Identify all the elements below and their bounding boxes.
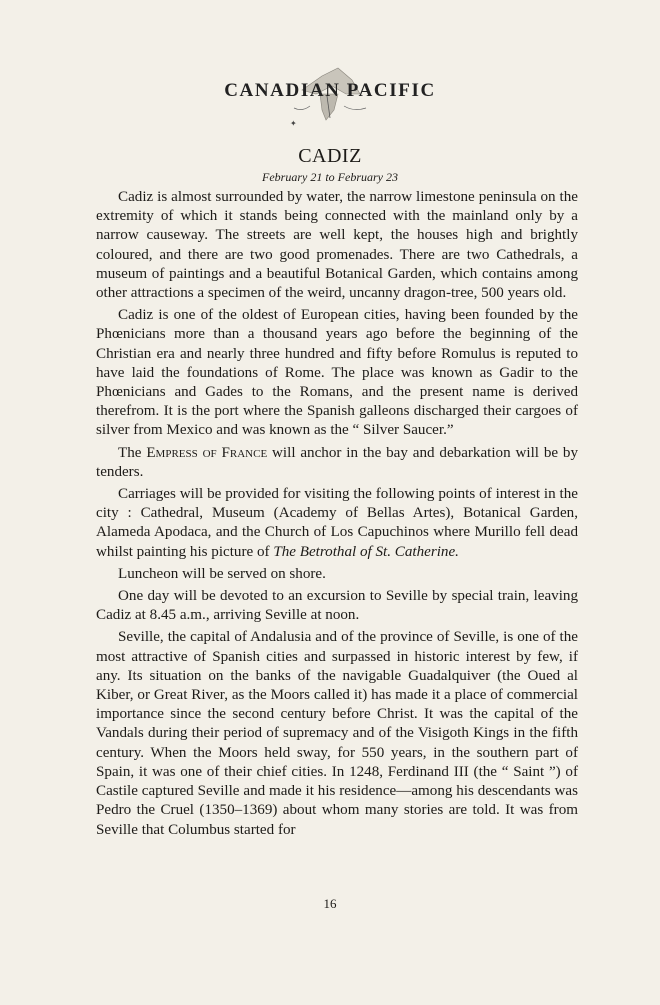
painting-title: The Betrothal of St. Catherine. <box>273 543 459 560</box>
paragraph-empress <box>96 444 578 482</box>
paragraph: One day will be devoted to an excursion to Seville by special train, leaving Cadiz at 8.45 a.m., arriving Seville at noon. <box>96 588 578 624</box>
paragraph: Luncheon will be served on shore. <box>118 565 326 582</box>
canadian-pacific-logo <box>210 60 450 132</box>
paragraph-carriages <box>96 485 578 562</box>
paragraph: Cadiz is one of the oldest of European cities, having been founded by the Phœnicians more than a thousand years ago before the beginning of the Christian era and nearly three hundred and fifty before Romulus is reputed to have laid the foundations of Rome. The place was known as Gadir to the Phœnicians and Gades to the Romans, and the present name is derived therefrom. It is the port where the Spanish galleons discharged their cargoes of silver from Mexico and was known as the “ Silver Saucer.” <box>96 307 578 439</box>
carriages-text: Carriages will be provided for visiting the following points of interest in the city : Cathedral, Museum (Academy of Bellas Artes), Botanical Garden, Alameda Apodaca, and the Church of Los Capuchinos where Murillo fell dead whilst painting his picture of <box>96 486 578 560</box>
page-title: CADIZ <box>298 145 362 167</box>
page-number: 16 <box>323 896 337 911</box>
svg-text:✦: ✦ <box>290 119 297 128</box>
article-body <box>96 188 578 843</box>
paragraph: Seville, the capital of Andalusia and of the province of Seville, is one of the most attractive of Spanish cities and surpassed in historic interest by few, if any. Its situation on the banks of the navigable Guadalquiver (the Oued al Kiber, or Great River, as the Moors called it) has made it a place of commercial importance since the second century before Christ. It was the capital of the Vandals during their period of supremacy and of the Visigoth Kings in the fifth century. When the Moors held sway, for 550 years, in the southern part of Spain, it was one of their chief cities. In 1248, Ferdinand III (the “ Saint ”) of Castile captured Seville and made it his residence—among his descendants was Pedro the Cruel (1350–1369) about whom many stories are told. It was from Seville that Columbus started for <box>96 629 578 838</box>
brand-name: CANADIAN PACIFIC <box>224 80 436 101</box>
empress-suffix: will anchor in the bay and debarkation will be by tenders. <box>96 444 579 480</box>
empress-prefix: The <box>118 444 142 461</box>
ship-name: Empress of France <box>146 444 268 461</box>
paragraph: Cadiz is almost surrounded by water, the narrow limestone peninsula on the extremity of which it stands being connected with the mainland only by a narrow causeway. The streets are well kept, the houses high and brightly coloured, and there are two good promenades. There are two Cathedrals, a museum of paintings and a beautiful Botanical Garden, which contains among other attractions a specimen of the weird, uncanny dragon-tree, 500 years old. <box>96 189 578 302</box>
date-range: February 21 to February 23 <box>262 170 398 184</box>
